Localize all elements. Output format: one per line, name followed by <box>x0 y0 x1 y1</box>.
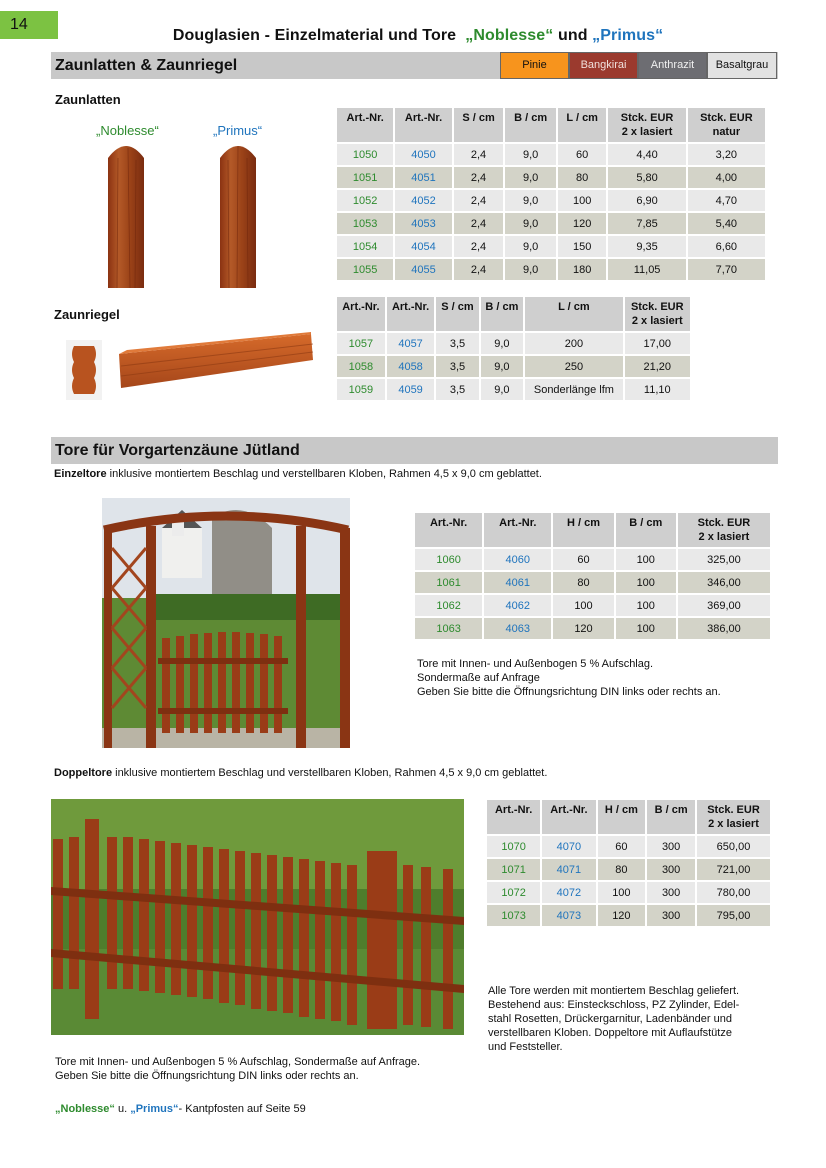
footer-primus: „Primus“ <box>130 1103 179 1115</box>
art-nr-primus-cell: 4070 <box>542 836 595 857</box>
doppeltore-intro-bold: Doppeltore <box>54 767 113 779</box>
table-cell: 2,4 <box>454 236 504 257</box>
picket-noblesse-image <box>106 138 146 288</box>
art-nr-primus-cell: 4061 <box>484 572 551 593</box>
table-cell: 80 <box>558 167 607 188</box>
column-header: H / cm <box>553 513 613 547</box>
doppeltore-notes <box>55 1055 420 1083</box>
column-header: Stck. EUR 2 x lasiert <box>625 297 690 331</box>
table-cell: 6,90 <box>608 190 685 211</box>
table-cell: 100 <box>616 595 676 616</box>
table-cell: 9,35 <box>608 236 685 257</box>
table-cell: 250 <box>525 356 622 377</box>
info-line: Bestehend aus: Einsteckschloss, PZ Zylinder, Edel- <box>488 999 740 1011</box>
art-nr-primus-cell: 4050 <box>395 144 451 165</box>
column-header: Art.-Nr. <box>387 297 435 331</box>
table-cell: 2,4 <box>454 213 504 234</box>
title-noblesse: „Noblesse“ <box>465 27 554 44</box>
color-chip-anthrazit[interactable]: Anthrazit <box>638 52 707 79</box>
table-cell: 11,10 <box>625 379 690 400</box>
table-header-row <box>337 108 765 142</box>
zaunlatten-table <box>335 106 767 282</box>
section-header-zaunlatten: Zaunlatten & Zaunriegel <box>51 52 778 79</box>
table-row <box>415 549 770 570</box>
art-nr-primus-cell: 4060 <box>484 549 551 570</box>
table-cell: 120 <box>553 618 613 639</box>
art-nr-noblesse-cell: 1062 <box>415 595 482 616</box>
einzeltore-table <box>413 511 772 641</box>
table-cell: 5,40 <box>688 213 765 234</box>
table-cell: 780,00 <box>697 882 770 903</box>
column-header: Art.-Nr. <box>337 297 385 331</box>
art-nr-primus-cell: 4071 <box>542 859 595 880</box>
table-cell: 100 <box>598 882 646 903</box>
art-nr-noblesse-cell: 1073 <box>487 905 540 926</box>
table-cell: 369,00 <box>678 595 770 616</box>
column-header: B / cm <box>505 108 556 142</box>
footer-text: - Kantpfosten auf Seite 59 <box>178 1103 306 1115</box>
table-cell: 9,0 <box>505 167 556 188</box>
table-cell: 325,00 <box>678 549 770 570</box>
page-number: 14 <box>0 11 58 39</box>
einzeltore-intro-bold: Einzeltore <box>54 468 107 480</box>
einzeltore-note-3: Geben Sie bitte die Öffnungsrichtung DIN links oder rechts an. <box>417 686 721 698</box>
art-nr-noblesse-cell: 1051 <box>337 167 393 188</box>
art-nr-noblesse-cell: 1055 <box>337 259 393 280</box>
table-cell: 180 <box>558 259 607 280</box>
art-nr-primus-cell: 4052 <box>395 190 451 211</box>
table-row <box>415 572 770 593</box>
table-header-row <box>337 297 690 331</box>
color-chip-pinie[interactable]: Pinie <box>500 52 569 79</box>
table-cell: 4,00 <box>688 167 765 188</box>
einzeltore-intro <box>54 467 542 481</box>
table-cell: 4,70 <box>688 190 765 211</box>
column-header: S / cm <box>454 108 504 142</box>
art-nr-primus-cell: 4055 <box>395 259 451 280</box>
table-row <box>337 259 765 280</box>
zaunriegel-heading: Zaunriegel <box>54 307 120 322</box>
art-nr-primus-cell: 4062 <box>484 595 551 616</box>
table-row <box>415 595 770 616</box>
art-nr-noblesse-cell: 1052 <box>337 190 393 211</box>
color-chip-basaltgrau[interactable]: Basaltgrau <box>707 52 777 79</box>
doppeltore-note-1: Tore mit Innen- und Außenbogen 5 % Aufschlag, Sondermaße auf Anfrage. <box>55 1056 421 1068</box>
table-cell: 3,5 <box>436 333 478 354</box>
table-row <box>415 618 770 639</box>
picket-primus-image <box>218 138 258 288</box>
column-header: Art.-Nr. <box>542 800 595 834</box>
table-cell: Sonderlänge lfm <box>525 379 622 400</box>
table-cell: 100 <box>553 595 613 616</box>
art-nr-noblesse-cell: 1070 <box>487 836 540 857</box>
art-nr-noblesse-cell: 1059 <box>337 379 385 400</box>
table-row <box>337 356 690 377</box>
art-nr-primus-cell: 4073 <box>542 905 595 926</box>
table-cell: 80 <box>553 572 613 593</box>
table-cell: 2,4 <box>454 259 504 280</box>
art-nr-primus-cell: 4054 <box>395 236 451 257</box>
single-gate-photo <box>102 498 350 748</box>
art-nr-primus-cell: 4072 <box>542 882 595 903</box>
table-cell: 200 <box>525 333 622 354</box>
rail-image <box>115 330 315 392</box>
noblesse-label: „Noblesse“ <box>96 123 159 138</box>
title-prefix: Douglasien - Einzelmaterial und Tore <box>172 27 457 44</box>
doppeltore-intro <box>54 766 547 780</box>
table-cell: 6,60 <box>688 236 765 257</box>
column-header: Art.-Nr. <box>484 513 551 547</box>
page-title <box>0 27 826 45</box>
art-nr-noblesse-cell: 1061 <box>415 572 482 593</box>
section-header-tore: Tore für Vorgartenzäune Jütland <box>51 437 778 464</box>
table-cell: 2,4 <box>454 167 504 188</box>
table-cell: 300 <box>647 859 695 880</box>
table-cell: 2,4 <box>454 144 504 165</box>
table-cell: 120 <box>598 905 646 926</box>
column-header: B / cm <box>616 513 676 547</box>
footer-reference <box>55 1102 306 1116</box>
table-row <box>337 333 690 354</box>
column-header: Art.-Nr. <box>415 513 482 547</box>
column-header: B / cm <box>481 297 524 331</box>
art-nr-noblesse-cell: 1060 <box>415 549 482 570</box>
color-chip-bangkirai[interactable]: Bangkirai <box>569 52 638 79</box>
table-cell: 795,00 <box>697 905 770 926</box>
column-header: B / cm <box>647 800 695 834</box>
table-cell: 100 <box>616 618 676 639</box>
title-primus: „Primus“ <box>592 27 664 44</box>
table-cell: 60 <box>553 549 613 570</box>
table-row <box>487 905 770 926</box>
column-header: Art.-Nr. <box>337 108 393 142</box>
einzeltore-note-2: Sondermaße auf Anfrage <box>417 672 540 684</box>
table-cell: 300 <box>647 836 695 857</box>
table-row <box>487 836 770 857</box>
table-cell: 9,0 <box>481 379 524 400</box>
art-nr-noblesse-cell: 1050 <box>337 144 393 165</box>
table-cell: 721,00 <box>697 859 770 880</box>
table-cell: 150 <box>558 236 607 257</box>
column-header: Stck. EUR 2 x lasiert <box>697 800 770 834</box>
einzeltore-intro-text: inklusive montiertem Beschlag und verstellbaren Kloben, Rahmen 4,5 x 9,0 cm geblattet. <box>106 468 542 480</box>
einzeltore-note-1: Tore mit Innen- und Außenbogen 5 % Aufschlag. <box>417 658 654 670</box>
table-row <box>337 167 765 188</box>
column-header: L / cm <box>558 108 607 142</box>
info-line: stahl Rosetten, Drückergarnitur, Ladenbänder und <box>488 1013 732 1025</box>
table-row <box>337 213 765 234</box>
table-cell: 100 <box>616 572 676 593</box>
table-cell: 7,85 <box>608 213 685 234</box>
art-nr-noblesse-cell: 1058 <box>337 356 385 377</box>
art-nr-primus-cell: 4053 <box>395 213 451 234</box>
table-cell: 80 <box>598 859 646 880</box>
info-line: und Feststeller. <box>488 1041 563 1053</box>
table-cell: 7,70 <box>688 259 765 280</box>
art-nr-primus-cell: 4058 <box>387 356 435 377</box>
table-row <box>337 379 690 400</box>
table-cell: 9,0 <box>505 190 556 211</box>
doppeltore-table <box>485 798 772 928</box>
doppeltore-intro-text: inklusive montiertem Beschlag und verstellbaren Kloben, Rahmen 4,5 x 9,0 cm geblattet. <box>112 767 548 779</box>
doppeltore-info <box>488 984 739 1054</box>
column-header: Art.-Nr. <box>487 800 540 834</box>
column-header: L / cm <box>525 297 622 331</box>
table-cell: 120 <box>558 213 607 234</box>
table-header-row <box>415 513 770 547</box>
table-cell: 2,4 <box>454 190 504 211</box>
zaunlatten-heading: Zaunlatten <box>55 92 121 107</box>
table-row <box>487 859 770 880</box>
table-cell: 9,0 <box>481 356 524 377</box>
table-cell: 346,00 <box>678 572 770 593</box>
table-cell: 60 <box>558 144 607 165</box>
art-nr-noblesse-cell: 1063 <box>415 618 482 639</box>
art-nr-noblesse-cell: 1057 <box>337 333 385 354</box>
table-cell: 60 <box>598 836 646 857</box>
table-cell: 9,0 <box>505 236 556 257</box>
table-cell: 386,00 <box>678 618 770 639</box>
table-header-row <box>487 800 770 834</box>
art-nr-primus-cell: 4051 <box>395 167 451 188</box>
column-header: S / cm <box>436 297 478 331</box>
double-gate-photo <box>51 799 464 1035</box>
title-und: und <box>557 27 588 44</box>
art-nr-noblesse-cell: 1072 <box>487 882 540 903</box>
info-line: Alle Tore werden mit montiertem Beschlag geliefert. <box>488 985 740 997</box>
table-cell: 21,20 <box>625 356 690 377</box>
table-cell: 300 <box>647 882 695 903</box>
art-nr-noblesse-cell: 1071 <box>487 859 540 880</box>
table-cell: 17,00 <box>625 333 690 354</box>
footer-noblesse: „Noblesse“ <box>55 1103 115 1115</box>
art-nr-noblesse-cell: 1053 <box>337 213 393 234</box>
table-cell: 9,0 <box>481 333 524 354</box>
color-swatches <box>500 52 777 79</box>
column-header: H / cm <box>598 800 646 834</box>
column-header: Stck. EUR natur <box>688 108 765 142</box>
table-cell: 9,0 <box>505 259 556 280</box>
table-cell: 5,80 <box>608 167 685 188</box>
art-nr-primus-cell: 4057 <box>387 333 435 354</box>
table-row <box>337 190 765 211</box>
table-cell: 650,00 <box>697 836 770 857</box>
table-row <box>337 144 765 165</box>
table-cell: 9,0 <box>505 144 556 165</box>
table-cell: 3,5 <box>436 356 478 377</box>
zaunriegel-table <box>335 295 692 402</box>
primus-label: „Primus“ <box>213 123 263 138</box>
table-cell: 4,40 <box>608 144 685 165</box>
table-cell: 9,0 <box>505 213 556 234</box>
art-nr-noblesse-cell: 1054 <box>337 236 393 257</box>
table-cell: 3,20 <box>688 144 765 165</box>
table-cell: 100 <box>616 549 676 570</box>
einzeltore-notes <box>417 657 721 699</box>
rail-profile-image <box>66 340 102 400</box>
column-header: Stck. EUR 2 x lasiert <box>608 108 685 142</box>
art-nr-primus-cell: 4059 <box>387 379 435 400</box>
column-header: Stck. EUR 2 x lasiert <box>678 513 770 547</box>
doppeltore-note-2: Geben Sie bitte die Öffnungsrichtung DIN links oder rechts an. <box>55 1070 359 1082</box>
art-nr-primus-cell: 4063 <box>484 618 551 639</box>
table-row <box>487 882 770 903</box>
table-row <box>337 236 765 257</box>
table-cell: 11,05 <box>608 259 685 280</box>
table-cell: 3,5 <box>436 379 478 400</box>
info-line: verstellbaren Kloben. Doppeltore mit Auflaufstütze <box>488 1027 732 1039</box>
column-header: Art.-Nr. <box>395 108 451 142</box>
table-cell: 100 <box>558 190 607 211</box>
footer-u: u. <box>114 1103 131 1115</box>
table-cell: 300 <box>647 905 695 926</box>
